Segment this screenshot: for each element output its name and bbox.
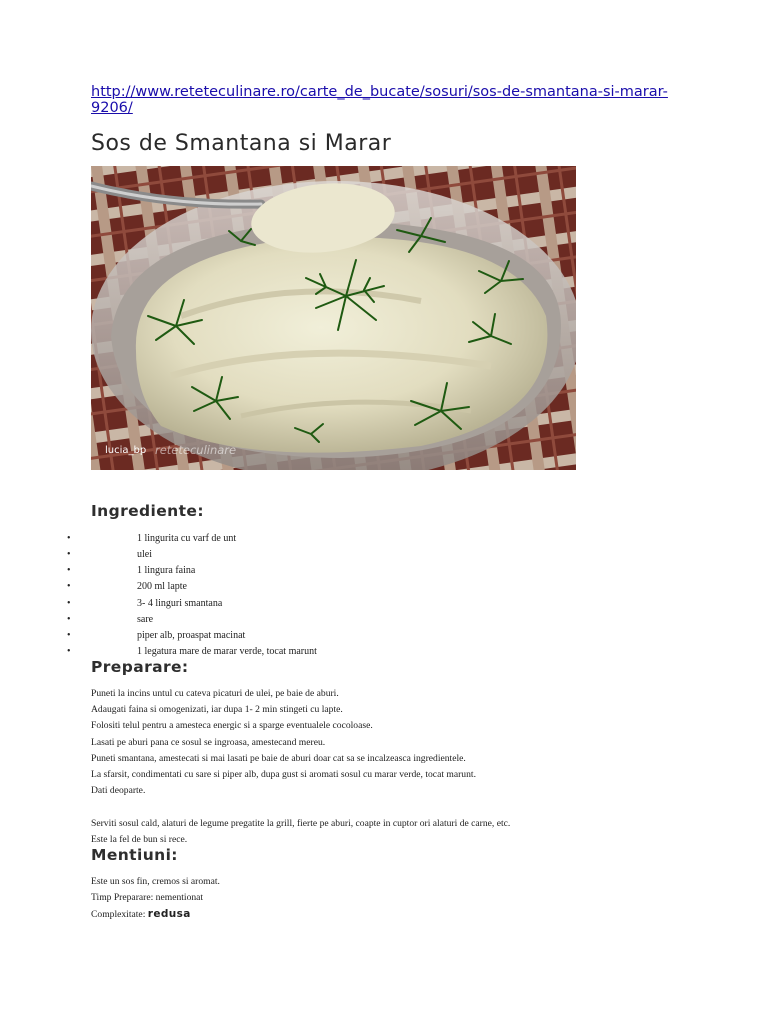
ingredients-list (0, 531, 768, 660)
preparation-line: Lasati pe aburi pana ce sosul se ingroasa, amestecand mereu. (91, 736, 326, 748)
preparation-line: Dati deoparte. (91, 785, 146, 797)
preparation-line: Este la fel de bun si rece. (91, 833, 188, 845)
bullet-icon: • (67, 629, 71, 641)
prep-time-row (91, 890, 691, 906)
bullet-icon: • (67, 645, 71, 657)
list-item (0, 596, 768, 612)
complexity-row (91, 906, 691, 923)
ingredient-text: 1 lingurita cu varf de unt (137, 533, 237, 544)
photo-watermark-user: lucia_bp (105, 445, 147, 456)
mentions-heading: Mentiuni: (91, 846, 178, 864)
list-item (0, 628, 768, 644)
preparation-line: Folositi telul pentru a amesteca energic si a sparge eventualele cocoloase. (91, 720, 373, 732)
ingredient-text: sare (137, 613, 154, 625)
ingredient-text: 1 legatura mare de marar verde, tocat marunt (137, 645, 317, 657)
recipe-photo (91, 166, 576, 470)
bullet-icon: • (67, 581, 71, 593)
prep-time-label: Timp Preparare: (91, 892, 154, 904)
ingredient-text: piper alb, proaspat macinat (137, 629, 246, 641)
preparation-heading: Preparare: (91, 658, 189, 676)
preparation-text (91, 686, 691, 848)
preparation-line: Puneti la incins untul cu cateva picaturi de ulei, pe baie de aburi. (91, 688, 339, 699)
ingredient-text: 3- 4 linguri smantana (137, 597, 223, 609)
photo-watermark-site: reteteculinare (155, 443, 237, 457)
prep-time-value: nementionat (155, 892, 204, 904)
source-link[interactable]: http://www.reteteculinare.ro/carte_de_bucate/sosuri/sos-de-smantana-si-marar-9206/ (91, 84, 668, 116)
list-item (0, 563, 768, 579)
list-item (0, 612, 768, 628)
mentions-text (91, 874, 691, 924)
ingredient-text: 200 ml lapte (137, 581, 187, 593)
ingredient-text: ulei (137, 549, 152, 561)
preparation-line: Serviti sosul cald, alaturi de legume pregatite la grill, fierte pe aburi, coapte in cuptor ori alaturi de carne, etc. (91, 817, 511, 829)
preparation-line: La sfarsit, condimentati cu sare si piper alb, dupa gust si aromati sosul cu marar verde, tocat marunt. (91, 769, 476, 781)
mentions-description: Este un sos fin, cremos si aromat. (91, 876, 220, 887)
list-item (0, 579, 768, 595)
bullet-icon: • (67, 565, 71, 577)
preparation-spacer (91, 799, 691, 815)
list-item (0, 531, 768, 547)
complexity-value: redusa (147, 908, 191, 921)
bullet-icon: • (67, 533, 71, 544)
preparation-line: Adaugati faina si omogenizati, iar dupa 1- 2 min stingeti cu lapte. (91, 704, 343, 716)
bullet-icon: • (67, 549, 71, 561)
page-title: Sos de Smantana si Marar (91, 131, 392, 156)
list-item (0, 547, 768, 563)
ingredients-heading: Ingrediente: (91, 502, 204, 520)
preparation-line: Puneti smantana, amestecati si mai lasati pe baie de aburi doar cat sa se incalzeasca ingredientele. (91, 752, 466, 764)
ingredient-text: 1 lingura faina (137, 565, 196, 577)
bullet-icon: • (67, 597, 71, 609)
bullet-icon: • (67, 613, 71, 625)
complexity-label: Complexitate: (91, 909, 146, 921)
